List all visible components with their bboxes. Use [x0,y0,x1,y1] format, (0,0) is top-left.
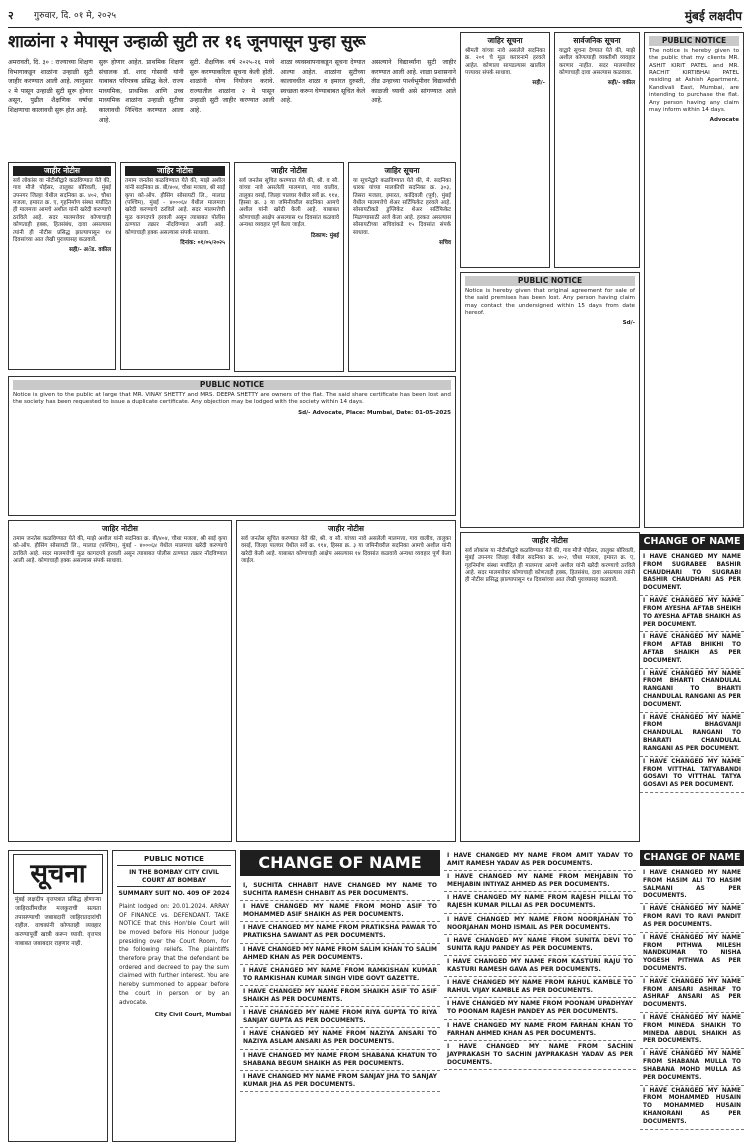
notice-title: जाहिर नोटीस [125,166,225,176]
notice-title: PUBLIC NOTICE [465,276,635,286]
change-of-name-entry: I HAVE CHANGED MY NAME FROM RAMKISHAN KUMAR TO RAMKISHAN KUMAR SINGH VIDE GOVT GAZETTE. [240,965,440,986]
notice-signature: सचिव [439,239,451,246]
change-of-name-entry: I HAVE CHANGED MY NAME FROM SHABANA MULLA TO SHABANA MOHD MULLA AS PER DOCUMENTS. [640,1049,744,1085]
change-of-name-entry: I HAVE CHANGED MY NAME FROM PRATIKSHA PAWAR TO PRATIKSHA SAWANT AS PER DOCUMENTS. [240,922,440,943]
public-notice-box [234,162,344,372]
notice-signature: Advocate [709,117,739,124]
notice-text: श्रीमती यांच्या नावे असलेले सदनिका क्र. २०१ चे मूळ करारनामे हरवले आहेत. कोणाला सापडल्यास खालील पत्त्यावर संपर्क साधावा. [465,47,545,77]
public-notice-box [8,376,456,516]
change-of-name-entry: I HAVE CHANGED MY NAME FROM NOORJAHAN TO NOORJAHAN MOHD ISMAIL AS PER DOCUMENTS. [444,914,636,935]
change-of-name-entry: I HAVE CHANGED MY NAME FROM AFTAB BHIKHI TO AFTAB SHAIKH AS PER DOCUMENT. [640,632,744,668]
notice-text: सर्व लोकांस या नोटीसीद्वारे कळविण्यात येते की, गाव मौजे पोईसर, तालुका बोरिवली, मुंबई उपनगर जिल्हा येथील सदनिका क्र. ४०२, चौथा मजला, इमारत क्र. ए, गृहनिर्माण संस्था मर्यादित ही मालमत्ता आमचे अशील यांनी खरेदी करण्याचे ठरविले आहे. सदर मालमत्तेवर कोणाचाही कोणताही हक्क, हितसंबंध, दावा असल्यास त्यांनी ही नोटीस प्रसिद्ध झाल्यापासून १४ दिवसांच्या आत लेखी पुराव्यासह कळवावे. [13,177,111,243]
change-of-name-entry: I HAVE CHANGED MY NAME FROM FARHAN KHAN TO FARHAN AHMED KHAN AS PER DOCUMENTS. [444,1020,636,1041]
change-of-name-entry: I HAVE CHANGED MY NAME FROM NAZIYA ANSARI TO NAZIYA ASLAM ANSARI AS PER DOCUMENTS. [240,1028,440,1049]
change-of-name-entry: I HAVE CHANGED MY NAME FROM RAJESH PILLAI TO RAJESH KUMAR PILLAI AS PER DOCUMENTS. [444,892,636,913]
change-of-name-entry: I HAVE CHANGED MY NAME FROM MOHD ASIF TO MOHAMMED ASIF SHAIKH AS PER DOCUMENTS. [240,901,440,922]
notice-title: जाहीर नोटीस [13,166,111,176]
change-of-name-entry: I HAVE CHANGED MY NAME FROM KASTURI RAJU TO KASTURI RAMESH GAVA AS PER DOCUMENTS. [444,956,636,977]
court-notice-title: PUBLIC NOTICE [117,854,231,866]
notice-title: जाहिर सूचना [487,36,523,45]
change-of-name-entry: I HAVE CHANGED MY NAME FROM SACHIN JAYPRAKASH TO SACHIN JAYPRAKASH YADAV AS PER DOCUMENTS. [444,1041,636,1070]
notice-text: सर्व जनतेस सूचित करण्यात येते की, श्री. व सौ. यांच्या नावे असलेली मालमत्ता, गाव वालीव, तालुका वसई, जिल्हा पालघर येथील सर्वे क्र. ११४, हिस्सा क्र. ३ या जमिनीवरील सदनिका आमचे अशील यांनी खरेदी केली आहे. याबाबत कोणाचाही आक्षेप असल्यास १४ दिवसांत कळवावे अन्यथा व्यवहार पूर्ण केला जाईल. [239,177,340,229]
change-of-name-entry: I HAVE CHANGED MY NAME FROM MOHAMMED HUSAIN TO MOHAMMED HUSAIN KHANORANI AS PER DOCUMENTS. [640,1086,744,1130]
notice-title: जाहिर नोटीस [101,524,138,533]
news-column: असल्याने विद्यार्थ्यांना सुटी जाहीर करण्यात आली आहे. शाळा प्रशासनाने तीव्र उन्हाच्या पार्श्वभूमीवर विद्यार्थ्यांची काळजी घ्यावी असे सांगण्यात आले आहे. [371,59,456,105]
change-of-name-entry: I HAVE CHANGED MY NAME FROM PITHWA MILESH NANDKUMAR TO NISHA YOGESH PITHWA AS PER DOCUMENTS. [640,933,744,977]
change-of-name-entry: I HAVE CHANGED MY NAME FROM VITTHAL TATYABANDI GOSAVI TO VITTHAL TATYA GOSAVI AS PER DOCUMENT. [640,757,744,793]
change-of-name-entry: I HAVE CHANGED MY NAME FROM MEHJABIN TO MEHJABIN INTIYAZ AHMED AS PER DOCUMENTS. [444,871,636,892]
change-of-name-entry: I HAVE CHANGED MY NAME FROM ANSARI ASHRAF TO ASHRAF ANSARI AS PER DOCUMENTS. [640,977,744,1013]
notice-text: Notice is hereby given that original agreement for sale of the said premises has been lost. Any person having claim may contact the undersigned within 15 days from date hereof. [465,287,635,317]
notice-text: तमाम जनतेस कळविण्यात येते की, माझे अशील यांनी सदनिका क्र. बी/४०४, चौथा मजला, श्री साई कृपा को-ऑप. हौसिंग सोसायटी लि., मालाड (पश्चिम), मुंबई - ४०००६४ येथील मालमत्ता खरेदी करण्याचे ठरविले आहे. सदर मालमत्तेची मूळ कागदपत्रे हरवली असून त्याबाबत पोलीस ठाण्यात तक्रार नोंदविण्यात आली आहे. कोणाचाही हक्क असल्यास संपर्क साधावा. [13,535,227,565]
change-of-name-entry: I HAVE CHANGED MY NAME FROM SHAIKH ASIF TO ASIF SHAIKH AS PER DOCUMENTS. [240,986,440,1007]
public-notice-box [348,162,456,372]
notice-signature: दिनांक: ०१/०५/२०२५ [180,239,225,246]
court-name: IN THE BOMBAY CITY CIVIL COURT AT BOMBAY [117,868,231,887]
notice-text: The notice is hereby given to the public that my clients MR. ASHIT KIRIT PATEL and MR. RACHIT KIRTIBHAI PATEL residing at Ashish Apartment, Kandivali East, Mumbai, are intending to purchase the flat. Any person having any claim may inform within 14 days. [649,47,739,113]
suit-number: SUMMARY SUIT NO. 409 OF 2024 [118,890,230,898]
notice-title: जाहीर नोटीस [531,536,568,545]
change-of-name-entry: I HAVE CHANGED MY NAME FROM HASIM ALI TO HASIM SALMANI AS PER DOCUMENTS. [640,868,744,904]
notice-text: याद्वारे सूचना देण्यात येते की, माझे अशील कोणत्याही व्यक्तीशी व्यवहार करणार नाहीत. सदर मालमत्तेवर कोणाचाही दावा असल्यास कळवावा. [559,47,635,77]
notice-signature: Sd/- [622,320,635,327]
news-column: सुटी. शैक्षणिक वर्ष २०२५-२६ मध्ये सुरू करण्याकरिता सूचना केली होती. शाळांनी योग्य नियोजन करावे. राज्यातील शाळांना २ मे पासून उन्हाळी सुटी जाहीर करण्यात आली आहे. [189,59,275,115]
public-notice-box [644,32,744,528]
change-of-name-entry: I HAVE CHANGED MY NAME FROM AMIT YADAV TO AMIT RAMESH YADAV AS PER DOCUMENTS. [444,850,636,871]
change-of-name-list [240,880,440,1142]
public-notice-box [236,520,456,842]
public-notice-box [460,32,550,268]
soochana-text: मुंबई लक्षदीप वृत्तपत्रात प्रसिद्ध होणाऱ्या जाहिरातींमधील मजकुराची सत्यता तपासण्याची जबाबदारी जाहिरातदारांची राहील. वाचकांनी कोणताही व्यवहार करण्यापूर्वी खात्री करून घ्यावी. वृत्तपत्र याबाबत जबाबदार राहणार नाही. [15,897,101,947]
change-of-name-list [640,552,744,844]
notice-text: Notice is given to the public at large that MR. VINAY SHETTY and MRS. DEEPA SHETTY are owners of the flat. The said share certificate has been lost and the society has been requested to issue a duplicate certificate. Any objection may be lodged with the society within 14 days. [13,391,451,406]
masthead: मुंबई लक्षदीप [684,8,742,23]
notice-title: सार्वजनिक सूचना [573,36,621,45]
notice-signature: सही/- वकील [607,80,635,87]
change-of-name-banner: CHANGE OF NAME [640,850,744,866]
change-of-name-entry: I HAVE CHANGED MY NAME FROM SALIM KHAN TO SALIM AHMED KHAN AS PER DOCUMENTS. [240,944,440,965]
change-of-name-entry: I HAVE CHANGED MY NAME FROM RAHUL KAMBLE TO RAHUL VIJAY KAMBLE AS PER DOCUMENTS. [444,977,636,998]
change-of-name-entry: I HAVE CHANGED MY NAME FROM AYESHA AFTAB SHEIKH TO AYESHA AFTAB SHAIKH AS PER DOCUMENT. [640,596,744,632]
notice-title: PUBLIC NOTICE [649,36,739,46]
notice-text: सर्व लोकांस या नोटीसीद्वारे कळविण्यात येते की, गाव मौजे पोईसर, तालुका बोरिवली, मुंबई उपनगर जिल्हा येथील सदनिका क्र. ४०२, चौथा मजला, इमारत क्र. ए, गृहनिर्माण संस्था मर्यादित ही मालमत्ता आमचे अशील यांनी खरेदी करण्याचे ठरविले आहे. सदर मालमत्तेवर कोणाचाही कोणताही हक्क, हितसंबंध, दावा असल्यास त्यांनी ही नोटीस प्रसिद्ध झाल्यापासून १४ दिवसांच्या आत लेखी पुराव्यासह कळवावे. [465,547,635,584]
change-of-name-entry: I HAVE CHANGED MY NAME FROM SANJAY JHA TO SANJAY KUMAR JHA AS PER DOCUMENTS. [240,1071,440,1092]
public-notice-box [460,532,640,842]
change-of-name-list [640,868,744,1144]
issue-date: गुरुवार, दि. ०१ मे, २०२५ [34,10,117,21]
soochana-box [8,850,108,1142]
court-notice-box [112,850,236,1142]
change-of-name-entry: I HAVE CHANGED MY NAME FROM BHARTI CHANDULAL RANGANI TO BHARTI CHANDULAL RANGANI AS PER DOCUMENT. [640,669,744,713]
change-of-name-entry: I HAVE CHANGED MY NAME FROM SUGRABEE BASHIR CHAUDHARI TO SUGRABI BASHIR CHAUDHARI AS PER DOCUMENT. [640,552,744,596]
public-notice-box [8,520,232,842]
change-of-name-entry: I HAVE CHANGED MY NAME FROM MINEDA SHAIKH TO MINEDA ABDUL SHAIKH AS PER DOCUMENTS. [640,1013,744,1049]
public-notice-box [8,162,116,370]
public-notice-box [460,272,640,528]
notice-title: PUBLIC NOTICE [13,380,451,390]
notice-title: जाहिर सूचना [384,166,420,175]
public-notice-box [554,32,640,268]
public-notice-box [120,162,230,370]
change-of-name-entry: I HAVE CHANGED MY NAME FROM POONAM UPADHYAY TO POONAM RAJESH PANDEY AS PER DOCUMENTS. [444,998,636,1019]
change-of-name-banner: CHANGE OF NAME [640,534,744,550]
change-of-name-entry: I HAVE CHANGED MY NAME FROM SHABANA KHATUN TO SHABANA BEGUM SHAIKH AS PER DOCUMENTS. [240,1050,440,1071]
change-of-name-entry: I HAVE CHANGED MY NAME FROM SUNITA DEVI TO SUNITA RAJU PANDEY AS PER DOCUMENTS. [444,935,636,956]
notice-signature: ठिकाण: मुंबई [311,232,339,239]
change-of-name-list [444,850,636,1142]
news-column: अमरावती, दि. ३० : राज्याच्या शिक्षण विभागाकडून शाळांना उन्हाळी सुटी जाहीर करण्यात आली आहे. त्यानुसार २ मे पासून उन्हाळी सुटी सुरू होणार असून, पुढील शैक्षणिक वर्षाचा शिक्षणाचा कालावधी सुरू होत आहे. [8,59,93,115]
notice-text: सर्व जनतेस सूचित करण्यात येते की, श्री. व सौ. यांच्या नावे असलेली मालमत्ता, गाव वालीव, तालुका वसई, जिल्हा पालघर येथील सर्वे क्र. ११४, हिस्सा क्र. ३ या जमिनीवरील सदनिका आमचे अशील यांनी खरेदी केली आहे. याबाबत कोणाचाही आक्षेप असल्यास १४ दिवसांत कळवावे अन्यथा व्यवहार पूर्ण केला जाईल. [241,535,451,565]
court-notice-text: Plaint lodged on: 20.01.2024. ARRAY OF FINANCE vs. DEFENDANT. TAKE NOTICE that this Hon'ble Court will be moved before His Honour Judge presiding over the Court Room, for the following reliefs. The plaintiffs therefore pray that the defendant be ordered and decreed to pay the sum claimed with further interest. You are hereby summoned to appear before the court in person or by an advocate. [119,903,229,1006]
change-of-name-banner: CHANGE OF NAME [240,850,440,876]
soochana-title: सूचना [13,854,103,894]
page-header [8,6,742,28]
notice-title: जाहीर नोटीस [327,524,364,533]
change-of-name-entry: I HAVE CHANGED MY NAME FROM RIYA GUPTA TO RIYA SANJAY GUPTA AS PER DOCUMENTS. [240,1007,440,1028]
notice-signature: Sd/- Advocate, Place: Mumbai, Date: 01-05-2025 [298,409,451,416]
notice-signature: सही/- अॅड. वकील [69,247,111,254]
main-headline: शाळांना २ मेपासून उन्हाळी सुटी तर १६ जूनपासून पुन्हा सुरू [8,32,366,52]
notice-text: तमाम जनतेस कळविण्यात येते की, माझे अशील यांनी सदनिका क्र. बी/४०४, चौथा मजला, श्री साई कृपा को-ऑप. हौसिंग सोसायटी लि., मालाड (पश्चिम), मुंबई - ४०००६४ येथील मालमत्ता खरेदी करण्याचे ठरविले आहे. सदर मालमत्तेची मूळ कागदपत्रे हरवली असून त्याबाबत पोलीस ठाण्यात तक्रार नोंदविण्यात आली आहे. कोणाचाही हक्क असल्यास संपर्क साधावा. [125,177,225,236]
notice-signature: सही/- [532,80,545,87]
change-of-name-entry: I, SUCHITA CHHABIT HAVE CHANGED MY NAME TO SUCHITA RAMESH CHHABIT AS PER DOCUMENTS. [240,880,440,901]
notice-text: या सूचनेद्वारे कळविण्यात येते की, मे. सदनिका धारक यांच्या मालकीची सदनिका क्र. ३०३, तिसरा मजला, इमारत, कांदिवली (पूर्व), मुंबई येथील मालमत्तेचे शेअर सर्टिफिकेट हरवले आहे. सोसायटीकडे डुप्लिकेट शेअर सर्टिफिकेट मिळण्यासाठी अर्ज केला आहे. हरकत असल्यास सोसायटीच्या सचिवांकडे १५ दिवसांत संपर्क साधावा. [353,177,451,236]
change-of-name-entry: I HAVE CHANGED MY NAME FROM RAVI TO RAVI PANDIT AS PER DOCUMENTS. [640,904,744,932]
news-column: सुरू होणार आहेत. प्राथमिक शिक्षण संचालक डॉ. शरद गोसावी यांनी याबाबत परिपत्रक प्रसिद्ध केले. राज्य माध्यमिक, प्राथमिक आणि उच्च माध्यमिक शाळांना उन्हाळी सुटीचा कालावधी निश्चित करण्यात आला आहे. [98,59,184,124]
court-notice-signature: City Civil Court, Mumbai [154,1012,231,1019]
news-column: शाळा व्यवस्थापनाकडून सूचना देण्यात आल्या आहेत. शाळांना सुटीच्या कालावधीत शाळा व इमारत दुरुस्ती, स्वच्छता करून घेण्याबाबत सूचित केले आहे. [280,59,366,105]
notice-title: जाहीर नोटीस [270,166,307,175]
page-number: २ [8,9,14,23]
change-of-name-entry: I HAVE CHANGED MY NAME FROM BHAGVANJI CHANDULAL RANGANI TO BHARATI CHANDULAL RANGANI AS PER DOCUMENT. [640,713,744,757]
news-article [8,58,456,158]
